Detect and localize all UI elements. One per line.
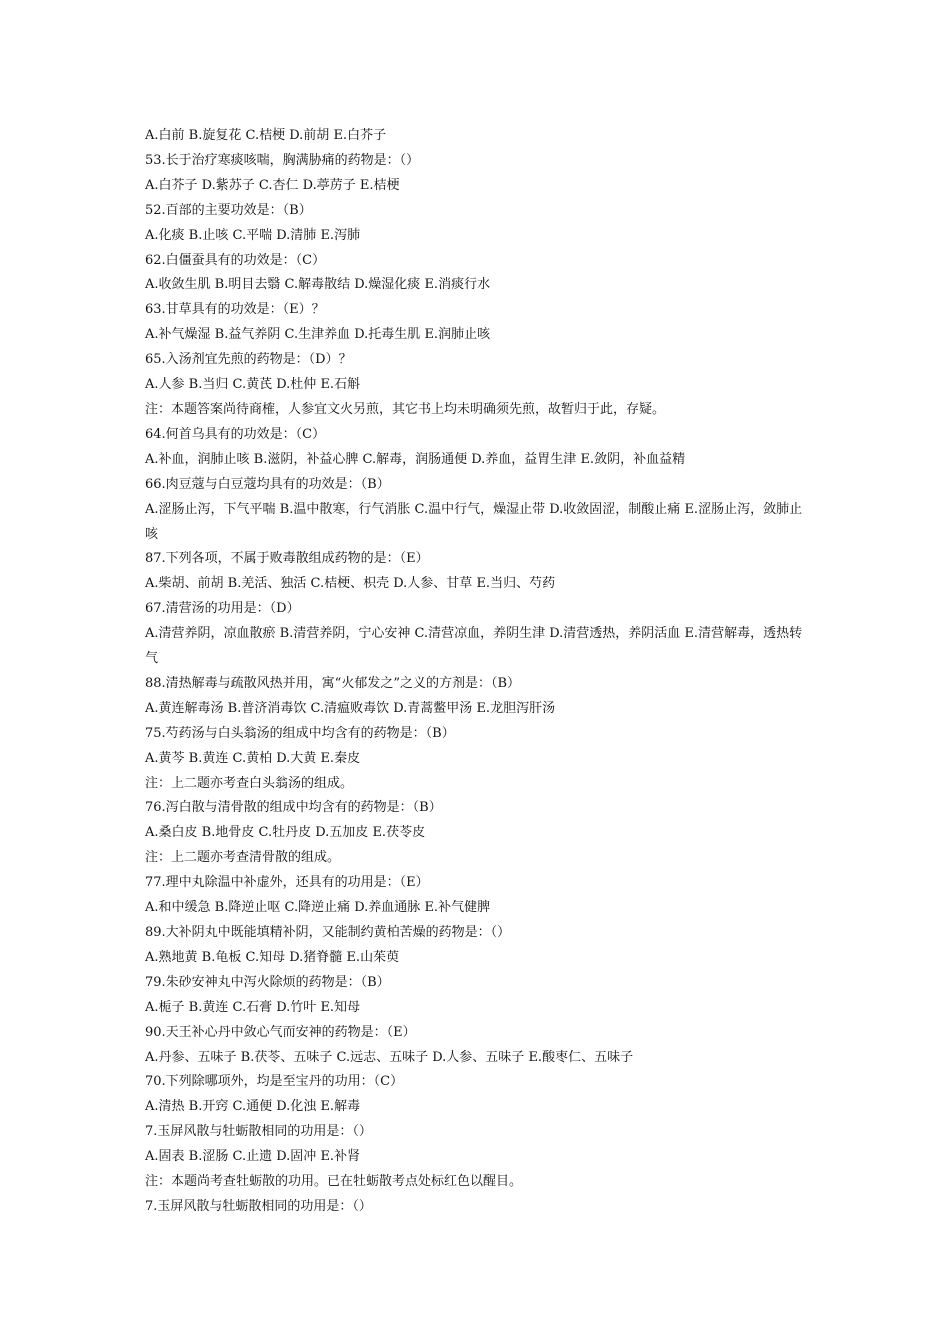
question-line: 7.玉屏风散与牡蛎散相同的功用是：（） <box>145 1124 372 1140</box>
question-line: 75.芍药汤与白头翁汤的组成中均含有的药物是：（B） <box>145 725 455 741</box>
question-line: 52.百部的主要功效是：（B） <box>145 202 312 218</box>
options-line: A.黄连解毒汤 B.普济消毒饮 C.清瘟败毒饮 D.青蒿鳖甲汤 E.龙胆泻肝汤 <box>145 700 556 716</box>
note-line: 注：本题尚考查牡蛎散的功用。已在牡蛎散考点处标红色以醒目。 <box>145 1174 523 1190</box>
options-line: A.和中缓急 B.降逆止呕 C.降逆止痛 D.养血通脉 E.补气健脾 <box>145 900 491 916</box>
options-line: A.黄芩 B.黄连 C.黄柏 D.大黄 E.秦皮 <box>145 750 361 766</box>
options-line: A.清热 B.开窍 C.通便 D.化浊 E.解毒 <box>145 1099 361 1115</box>
document-body <box>145 124 815 1220</box>
options-line: A.人参 B.当归 C.黄芪 D.杜仲 E.石斛 <box>145 377 361 393</box>
options-line: A.柴胡、前胡 B.羌活、独活 C.桔梗、枳壳 D.人参、甘草 E.当归、芍药 <box>145 576 556 592</box>
options-line: A.清营养阴，凉血散瘀 B.清营养阴，宁心安神 C.清营凉血，养阴生津 D.清营透热，养阴活血 E.清营解毒，透热转气 <box>145 626 803 667</box>
options-line: A.补气燥湿 B.益气养阴 C.生津养血 D.托毒生肌 E.润肺止咳 <box>145 327 491 343</box>
question-line: 87.下列各项，不属于败毒散组成药物的是：（E） <box>145 551 429 567</box>
question-line: 7.玉屏风散与牡蛎散相同的功用是：（） <box>145 1198 372 1214</box>
note-line: 注：上二题亦考查白头翁汤的组成。 <box>145 775 354 791</box>
note-line: 注：上二题亦考查清骨散的组成。 <box>145 850 341 866</box>
options-line: A.白芥子 D.紫苏子 C.杏仁 D.葶苈子 E.桔梗 <box>145 177 400 193</box>
options-line: A.栀子 B.黄连 C.石膏 D.竹叶 E.知母 <box>145 999 361 1015</box>
question-line: 66.肉豆蔻与白豆蔻均具有的功效是：（B） <box>145 476 390 492</box>
question-line: 62.白僵蚕具有的功效是：（C） <box>145 252 326 268</box>
question-line: 64.何首乌具有的功效是：（C） <box>145 426 326 442</box>
options-line: A.涩肠止泻，下气平喘 B.温中散寒，行气消胀 C.温中行气，燥湿止带 D.收敛固涩，制酸止痛 E.涩肠止泻，敛肺止咳 <box>145 501 803 542</box>
options-line: A.固表 B.涩肠 C.止遗 D.固冲 E.补肾 <box>145 1149 361 1165</box>
question-line: 67.清营汤的功用是：（D） <box>145 601 300 617</box>
note-line: 注：本题答案尚待商榷，人参宜文火另煎，其它书上均未明确须先煎，故暂归于此，存疑。 <box>145 401 666 417</box>
question-line: 90.天王补心丹中敛心气而安神的药物是：（E） <box>145 1024 416 1040</box>
text-line: A.白前 B.旋复花 C.桔梗 D.前胡 E.白芥子 <box>145 128 387 143</box>
question-line: 70.下列除哪项外，均是至宝丹的功用：（C） <box>145 1074 404 1090</box>
options-line: A.收敛生肌 B.明目去翳 C.解毒散结 D.燥湿化痰 E.消痰行水 <box>145 277 491 293</box>
question-line: 89.大补阴丸中既能填精补阴，又能制约黄柏苦燥的药物是：（） <box>145 925 511 940</box>
options-line: A.熟地黄 B.龟板 C.知母 D.猪脊髓 E.山茱萸 <box>145 949 400 965</box>
options-line: A.补血，润肺止咳 B.滋阴，补益心脾 C.解毒，润肠通便 D.养血，益胃生津 E.敛阴，补血益精 <box>145 451 686 467</box>
question-line: 79.朱砂安神丸中泻火除烦的药物是：（B） <box>145 974 390 990</box>
options-line: A.化痰 B.止咳 C.平喘 D.清肺 E.泻肺 <box>145 227 361 243</box>
question-line: 77.理中丸除温中补虚外，还具有的功用是：（E） <box>145 875 429 891</box>
question-line: 88.清热解毒与疏散风热并用，寓“火郁发之”之义的方剂是：（B） <box>145 675 521 691</box>
question-line: 63.甘草具有的功效是：（E）？ <box>145 302 325 318</box>
question-line: 65.入汤剂宜先煎的药物是：（D）？ <box>145 352 352 368</box>
question-line: 76.泻白散与清骨散的组成中均含有的药物是：（B） <box>145 800 442 816</box>
options-line: A.桑白皮 B.地骨皮 C.牡丹皮 D.五加皮 E.茯苓皮 <box>145 825 426 841</box>
question-line: 53.长于治疗寒痰咳喘，胸满胁痛的药物是：（） <box>145 152 420 168</box>
options-line: A.丹参、五味子 B.茯苓、五味子 C.远志、五味子 D.人参、五味子 E.酸枣仁、五味子 <box>145 1049 634 1065</box>
